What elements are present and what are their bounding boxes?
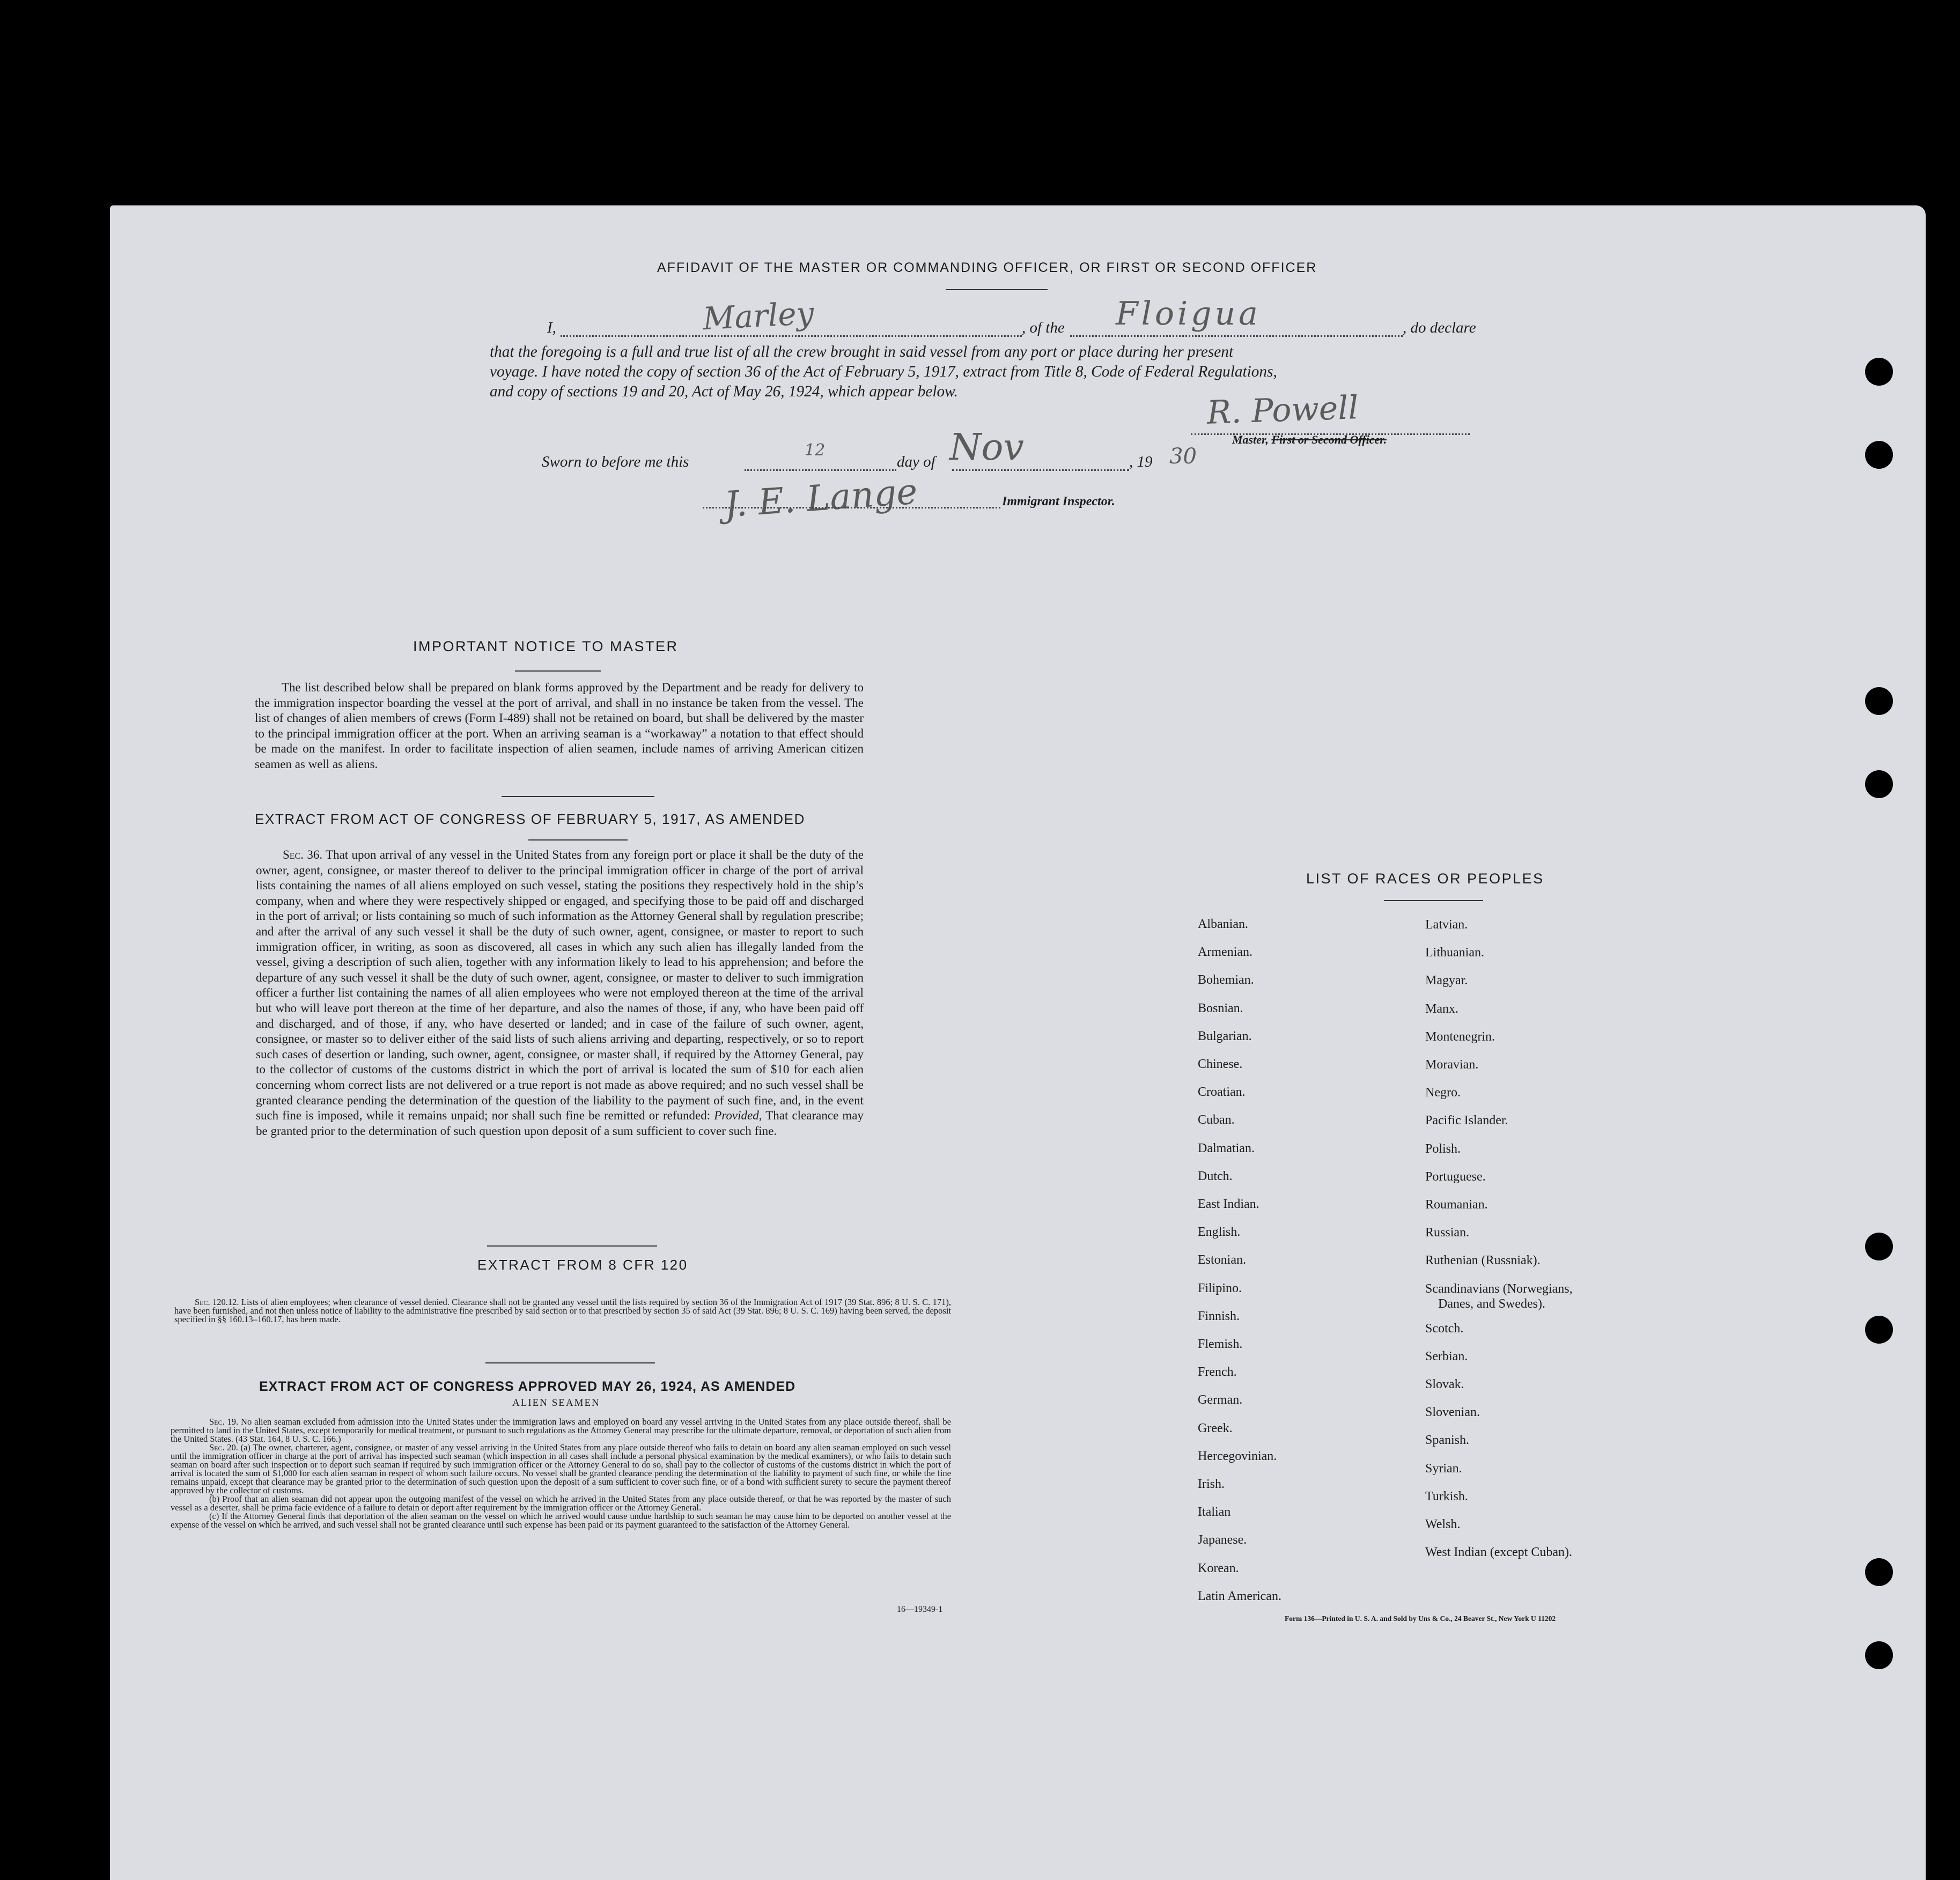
sec-36-label: Sec. 36. bbox=[283, 848, 323, 861]
vessel-name-line bbox=[1070, 335, 1403, 337]
race-item: Scandinavians (Norwegians, Danes, and Swedes). bbox=[1425, 1281, 1573, 1311]
race-item: Filipino. bbox=[1198, 1281, 1242, 1295]
race-item: Korean. bbox=[1198, 1561, 1239, 1575]
affidavit-line-3: voyage. I have noted the copy of section 36 of the Act of February 5, 1917, extract from Title 8, Code of Federal Regulations, bbox=[490, 363, 1277, 380]
race-item: Slovenian. bbox=[1425, 1405, 1480, 1420]
race-item: Japanese. bbox=[1198, 1533, 1247, 1547]
sworn-label: Sworn to before me this bbox=[542, 453, 689, 470]
race-item: Portuguese. bbox=[1425, 1169, 1486, 1184]
race-item: Lithuanian. bbox=[1425, 946, 1484, 960]
sec-20b-paragraph bbox=[171, 1495, 951, 1512]
printer-footer: Form 136—Printed in U. S. A. and Sold by Uns & Co., 24 Beaver St., New York U 11202 bbox=[1285, 1614, 1556, 1623]
punch-hole bbox=[1865, 1233, 1893, 1260]
race-item: East Indian. bbox=[1198, 1197, 1259, 1211]
divider bbox=[502, 796, 654, 797]
race-item: Roumanian. bbox=[1425, 1198, 1488, 1212]
notice-title: IMPORTANT NOTICE TO MASTER bbox=[413, 638, 679, 654]
notice-paragraph: The list described below shall be prepared on blank forms approved by the Department and be ready for delivery to the immigration inspector boarding the vessel at the port of arrival, and shall in no instance be taken from the vessel. The list of changes of alien members of crews (Form I-489) shall not be retained on board, but shall be delivered by the master to the principal immigration officer at the port. When an arriving seaman is a “workaway” a notation to that effect should be made on the manifest. In order to facilitate inspection of alien seamen, include names of arriving American citizen seamen as well as aliens. bbox=[255, 681, 864, 771]
extract-cfr-title: EXTRACT FROM 8 CFR 120 bbox=[477, 1257, 688, 1273]
race-item: Estonian. bbox=[1198, 1253, 1246, 1267]
divider bbox=[487, 1245, 657, 1247]
alien-seamen-subtitle: ALIEN SEAMEN bbox=[512, 1397, 600, 1409]
of-the-label: , of the bbox=[1022, 319, 1065, 336]
race-item: Turkish. bbox=[1425, 1489, 1468, 1503]
race-item: Magyar. bbox=[1425, 974, 1468, 988]
sec-36-body: That upon arrival of any vessel in the United States from any foreign port or place it shall be the duty of the owner, agent, consignee, or master thereof to deliver to the principal immigration officer in charge of the port of arrival lists containing the names of all aliens employed on such vessel, stating the positions they respectively hold in the ship’s company, when and where they were respectively shipped or engaged, and specifying those to be paid off and discharged in the port of arrival; or lists containing so much of such information as the Attorney General shall by regulation prescribe; and after the arrival of any such vessel it shall be the duty of such owner, agent, consignee, or master to report to such immigration officer, in writing, as soon as discovered, all cases in which any such alien has illegally landed from the vessel, giving a description of such alien, together with any information likely to lead to his apprehension; and before the departure of any such vessel it shall be the duty of such owner, agent, consignee, or master to deliver to such immigration officer a further list containing the names of all alien employees who were not employed thereon at the time of the arrival but who will leave port thereon at the time of her departure, and also the names of those, if any, who have been paid off and discharged, and of those, if any, who have deserted or landed; and in case of the failure of such owner, agent, consignee, or master so to deliver either of the said lists of such aliens arriving and departing, respectively, or so to report such cases of desertion or landing, such owner, agent, consignee, or master shall, if required by the Attorney General, pay to the collector of customs of the customs district in which the port of arrival is located the sum of $10 for each alien concerning whom correct lists are not delivered or a true report is not made as above required; and no such vessel shall be granted clearance pending the determination of the question of the liability to the payment of such fine, and, in the event such fine is imposed, while it remains unpaid; nor shall such fine be remitted or refunded: bbox=[256, 848, 864, 1123]
affidavit-line-4: and copy of sections 19 and 20, Act of May 26, 1924, which appear below. bbox=[490, 383, 958, 400]
provided-word: Provided, bbox=[714, 1109, 762, 1123]
sec-19-label: Sec. 19. bbox=[209, 1417, 239, 1427]
day-handwriting: 12 bbox=[805, 441, 826, 460]
race-item: Moravian. bbox=[1425, 1058, 1479, 1072]
sec-20a-body: (a) The owner, charterer, agent, consignee, or master of any vessel arriving in the United States from any place outside thereof who fails to detain on board any alien seaman employed on such vessel until the immigration officer in charge at the port of arrival has inspected such seaman (which inspection in all cases shall include a personal physical examination by the medical examiners), or who fails to detain such seaman on board after such inspection or to deport such seaman if required by such immigration officer or the Attorney General to do so, shall pay to the collector of customs of the customs district in which the port of arrival is located the sum of $1,000 for each alien seaman in respect of whom such failure occurs. No vessel shall be granted clearance pending the determination of the liability to payment of such fine, or while the fine remains unpaid, except that clearance may be granted prior to the determination of such question upon the deposit of a sum sufficient to cover such fine, or of a bond with sufficient surety to secure the payment thereof approved by the collector of customs. bbox=[171, 1442, 952, 1495]
punch-hole bbox=[1865, 770, 1893, 798]
do-declare-label: , do declare bbox=[1403, 319, 1476, 336]
race-item: Russian. bbox=[1425, 1226, 1470, 1240]
race-item: Latin American. bbox=[1198, 1589, 1281, 1603]
sec-19-body: No alien seaman excluded from admission into the United States under the immigration laws and employed on board any vessel arriving in the United States from any place outside thereof, shall be permitted to land in the United States, except temporarily for medical treatment, or pursuant to such regulations as the Attorney General may prescribe for the ultimate departure, removal, or deportation of such alien from the United States. (43 Stat. 164, 8 U. S. C. 166.) bbox=[171, 1417, 952, 1444]
master-name-line bbox=[561, 335, 1022, 337]
sec-120-text bbox=[174, 1298, 951, 1324]
race-item: Negro. bbox=[1425, 1086, 1461, 1100]
race-item: Greek. bbox=[1198, 1421, 1233, 1435]
race-item: Bohemian. bbox=[1198, 973, 1254, 987]
punch-hole bbox=[1865, 1316, 1893, 1344]
race-item: Spanish. bbox=[1425, 1433, 1470, 1448]
divider bbox=[485, 1362, 655, 1363]
form-number: 16—19349-1 bbox=[897, 1605, 943, 1614]
race-item: Manx. bbox=[1425, 1001, 1458, 1016]
race-item: French. bbox=[1198, 1365, 1237, 1380]
race-item: Croatian. bbox=[1198, 1085, 1246, 1100]
sec-120-body: Lists of alien employees; when clearance of vessel denied. Clearance shall not be granted any vessel until the lists required by section 36 of the Immigration Act of 1917 (39 Stat. 896; 8 U. S. C. 171), have been furnished, and not then unless notice of liability to the administrative fine prescribed by said section or to that prescribed by section 35 of said Act (39 Stat. 896; 8 U. S. C. 169) having been served, the deposit specified in §§ 160.13–160.17, has been made. bbox=[174, 1297, 952, 1324]
i-label: I, bbox=[547, 319, 556, 336]
race-item: English. bbox=[1198, 1225, 1241, 1240]
notice-text bbox=[255, 680, 864, 772]
race-item: Ruthenian (Russniak). bbox=[1425, 1254, 1541, 1268]
sec-120-label: Sec. 120.12. bbox=[195, 1297, 239, 1307]
race-item: Cuban. bbox=[1198, 1113, 1235, 1127]
race-item: Hercegovinian. bbox=[1198, 1449, 1277, 1463]
sec-20a-paragraph bbox=[171, 1443, 951, 1495]
race-item: Serbian. bbox=[1425, 1349, 1468, 1363]
sec-19-20-text bbox=[171, 1418, 951, 1529]
race-item: Bosnian. bbox=[1198, 1001, 1243, 1015]
sec-20c-body: (c) If the Attorney General finds that deportation of the alien seaman on the vessel on which he arrived would cause undue hardship to such seaman he may cause him to be deported on another vessel at the expense of the vessel on which he arrived, and such vessel shall not be granted clearance until such expense has been paid or its payment guaranteed to the satisfaction of the Attorney General. bbox=[171, 1511, 951, 1530]
race-item: Irish. bbox=[1198, 1477, 1225, 1491]
race-item: Latvian. bbox=[1425, 918, 1468, 932]
year-handwriting: 30 bbox=[1169, 444, 1197, 469]
master-name-handwriting: Marley bbox=[702, 294, 815, 337]
race-item: Polish. bbox=[1425, 1141, 1461, 1156]
race-item: Flemish. bbox=[1198, 1337, 1243, 1351]
divider bbox=[1384, 900, 1483, 901]
month-handwriting: Nov bbox=[949, 426, 1024, 469]
race-item: Montenegrin. bbox=[1425, 1029, 1495, 1044]
sec-20b-body: (b) Proof that an alien seaman did not appear upon the outgoing manifest of the vessel on which he arrived in the United States from any place outside thereof, or that he was reported by the master of such vessel as a deserter, shall be prima facie evidence of a failure to detain or deport after requirement by the immigration officer or the Attorney General. bbox=[171, 1494, 951, 1513]
year-label: , 19 bbox=[1129, 453, 1153, 470]
vessel-name-handwriting: Floigua bbox=[1116, 295, 1261, 333]
inspector-label: Immigrant Inspector. bbox=[1002, 495, 1115, 508]
race-item: Italian bbox=[1198, 1505, 1231, 1520]
day-of-label: day of bbox=[897, 453, 935, 470]
race-item: Armenian. bbox=[1198, 945, 1252, 960]
struck-officer-title: First or Second Officer. bbox=[1271, 433, 1387, 446]
race-item: Welsh. bbox=[1425, 1517, 1461, 1531]
race-item: Slovak. bbox=[1425, 1377, 1464, 1391]
punch-hole bbox=[1865, 1558, 1893, 1586]
month-line bbox=[952, 469, 1129, 471]
sec-20c-paragraph bbox=[171, 1512, 951, 1529]
races-title: LIST OF RACES OR PEOPLES bbox=[1306, 871, 1544, 887]
race-item: Scotch. bbox=[1425, 1321, 1464, 1336]
sec-19-paragraph bbox=[171, 1418, 951, 1443]
race-item: Syrian. bbox=[1425, 1461, 1462, 1476]
race-item: Chinese. bbox=[1198, 1057, 1243, 1071]
affidavit-line-2: that the foregoing is a full and true list of all the crew brought in said vessel from any port or place during her present bbox=[490, 343, 1234, 360]
divider bbox=[515, 670, 601, 672]
extract-1924-title: EXTRACT FROM ACT OF CONGRESS APPROVED MAY 26, 1924, AS AMENDED bbox=[259, 1379, 796, 1394]
affidavit-title: AFFIDAVIT OF THE MASTER OR COMMANDING OFFICER, OR FIRST OR SECOND OFFICER bbox=[657, 260, 1317, 275]
sec-20-label: Sec. 20. bbox=[209, 1442, 238, 1453]
master-title-label: Master, bbox=[1232, 433, 1269, 446]
race-item: Pacific Islander. bbox=[1425, 1114, 1508, 1128]
master-signature: R. Powell bbox=[1206, 389, 1359, 432]
race-item: Dalmatian. bbox=[1198, 1141, 1255, 1155]
divider bbox=[528, 839, 628, 841]
race-item: German. bbox=[1198, 1393, 1243, 1407]
extract-1917-title: EXTRACT FROM ACT OF CONGRESS OF FEBRUARY 5, 1917, AS AMENDED bbox=[255, 811, 805, 827]
punch-hole bbox=[1865, 358, 1893, 386]
punch-hole bbox=[1865, 687, 1893, 715]
race-item: Finnish. bbox=[1198, 1309, 1240, 1323]
race-item: Bulgarian. bbox=[1198, 1029, 1252, 1043]
punch-hole bbox=[1865, 441, 1893, 469]
day-line bbox=[745, 469, 896, 471]
race-item: Albanian. bbox=[1198, 917, 1248, 931]
race-item: Dutch. bbox=[1198, 1169, 1233, 1183]
race-item: West Indian (except Cuban). bbox=[1425, 1545, 1572, 1560]
inspector-line bbox=[703, 507, 1000, 508]
master-title bbox=[1232, 433, 1387, 447]
sec-36-proviso: That clearance may be granted prior to the determination of such question upon deposit of a sum sufficient to cover such fine. bbox=[256, 1109, 864, 1138]
inspector-signature: J. E. Lange bbox=[723, 470, 919, 526]
punch-hole bbox=[1865, 1641, 1893, 1669]
sec-36-text bbox=[256, 847, 864, 1139]
divider bbox=[946, 289, 1048, 290]
